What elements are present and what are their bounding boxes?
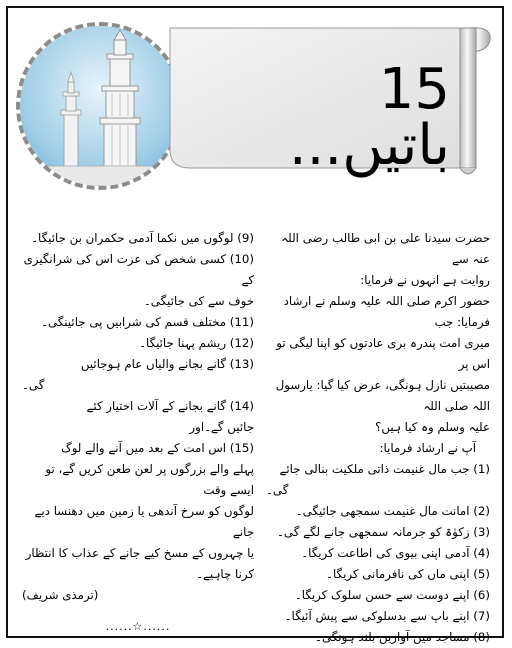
list-item: (1) جب مال غنیمت ذاتی ملکیت بنالی جائے — [279, 462, 490, 476]
list-item: (10) کسی شخص کی عزت اس کی شرانگیزی کے — [23, 252, 254, 287]
intro-line: روایت ہے انہوں نے فرمایا: — [360, 273, 490, 287]
list-item-continuation: خوف سے کی جائیگی۔ — [143, 294, 254, 308]
star-divider: ......☆...... — [105, 620, 171, 633]
intro-line: علیہ وسلم وہ کیا ہیں؟ — [375, 420, 490, 434]
list-item-continuation: یا چہروں کے مسخ کیے جانے کے عذاب کا انتظار — [25, 546, 254, 560]
intro-line: مصیبتیں نازل ہونگی، عرض کیا گیا: یارسول اللہ صلی اللہ — [275, 378, 490, 413]
right-column — [266, 228, 490, 648]
list-item: (14) گانے بجانے کے آلات اختیار کئے — [86, 399, 254, 413]
list-item: (4) آدمی اپنی بیوی کی اطاعت کریگا۔ — [301, 546, 490, 560]
list-item: (15) اس امت کے بعد میں آنے والے لوگ — [61, 441, 254, 455]
list-item: (3) زکوٰۃ کو جرمانہ سمجھی جانے لگے گی۔ — [277, 525, 490, 539]
list-item-continuation: پہلے والے بزرگوں پر لعن طعن کریں گے، تو ایسے وقت — [45, 462, 254, 497]
list-item: (5) اپنی ماں کی نافرمانی کریگا۔ — [326, 567, 490, 581]
intro-line: حضرت سیدنا علی بن ابی طالب رضی اللہ عنہ سے — [281, 231, 490, 266]
list-item: (6) اپنے دوست سے حسن سلوک کریگا۔ — [294, 588, 490, 602]
list-item: (12) ریشم پہنا جائیگا۔ — [139, 336, 254, 350]
intro-line: میری امت پندرہ بری عادتوں کو اپنا لیگی تو اس پر — [276, 336, 490, 371]
list-item-continuation: کرنا چاہیے۔ — [196, 567, 254, 581]
list-item: (13) گانے بجانے والیاں عام ہوجائیں — [80, 357, 254, 371]
source-citation: (ترمذی شریف) — [22, 588, 99, 602]
list-item: (8) مساجد میں آوازیں بلند ہونگی۔ — [315, 630, 490, 644]
list-item-continuation: گی۔ — [266, 483, 289, 497]
list-item-continuation: جائیں گے۔اور — [189, 420, 254, 434]
list-item-continuation: گی۔ — [22, 378, 45, 392]
list-item-continuation: لوگوں کو سرخ آندھی یا زمین میں دھنسا دیے جانے — [34, 504, 254, 539]
intro-line: حضور اکرم صلی اللہ علیہ وسلم نے ارشاد فرمایا: جب — [283, 294, 490, 329]
list-item: (2) امانت مال غنیمت سمجھی جائیگی۔ — [295, 504, 490, 518]
list-item: (9) لوگوں میں نکما آدمی حکمران بن جائیگا۔ — [31, 231, 254, 245]
intro-line: آپ نے ارشاد فرمایا: — [379, 441, 476, 455]
left-column — [22, 228, 254, 606]
list-item: (11) مختلف قسم کی شرابیں پی جائینگی۔ — [41, 315, 254, 329]
page-title: 15 باتیں... — [288, 57, 450, 178]
list-item: (7) اپنے باپ سے بدسلوکی سے پیش آئیگا۔ — [284, 609, 490, 623]
